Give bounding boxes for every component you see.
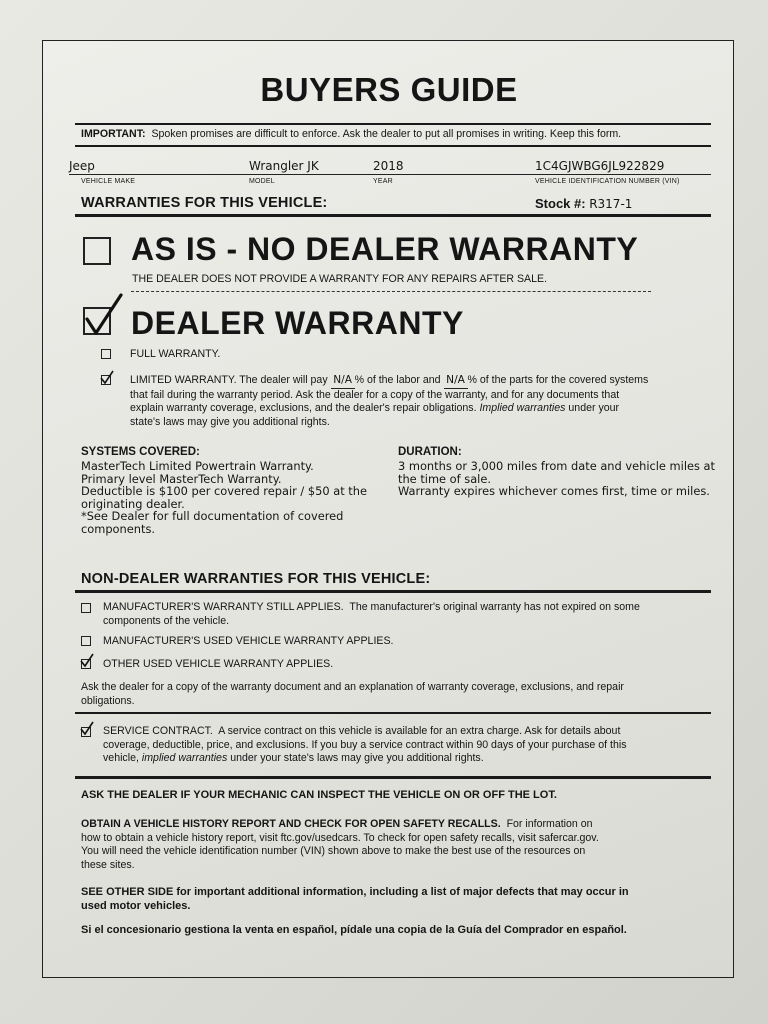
history-report-bold: OBTAIN A VEHICLE HISTORY REPORT AND CHECK FOR OPEN SAFETY RECALLS. bbox=[81, 818, 501, 830]
systems-line: MasterTech Limited Powertrain Warranty. bbox=[81, 459, 314, 473]
manufacturer-text-2: components of the vehicle. bbox=[103, 614, 230, 627]
as-is-title: AS IS - NO DEALER WARRANTY bbox=[131, 231, 639, 267]
limited-line-2: that fail during the warranty period. Ask the dealer for a copy of the warranty, and for any documents that bbox=[130, 388, 620, 401]
vin-label: VEHICLE IDENTIFICATION NUMBER (VIN) bbox=[535, 178, 680, 185]
divider bbox=[75, 145, 711, 147]
service-contract-line-3a: vehicle, bbox=[103, 752, 139, 764]
history-line-4: these sites. bbox=[81, 858, 135, 871]
history-report-text bbox=[81, 818, 711, 872]
mechanic-notice: ASK THE DEALER IF YOUR MECHANIC CAN INSPECT THE VEHICLE ON OR OFF THE LOT. bbox=[81, 789, 557, 801]
limited-warranty-text bbox=[130, 374, 710, 429]
see-other-line-1: SEE OTHER SIDE for important additional information, including a list of major defects that may occur in bbox=[81, 886, 629, 898]
vin-value: 1C4GJWBG6JL922829 bbox=[535, 159, 665, 173]
important-text: Spoken promises are difficult to enforce. Ask the dealer to put all promises in writing. Keep this form. bbox=[151, 128, 622, 140]
vehicle-model-value: Wrangler JK bbox=[249, 159, 319, 173]
used-warranty-checkbox[interactable] bbox=[81, 636, 91, 646]
limited-tail: % of the parts for the covered systems bbox=[467, 374, 649, 386]
full-warranty-label: FULL WARRANTY. bbox=[130, 348, 221, 360]
important-label: IMPORTANT: bbox=[81, 128, 146, 140]
checkmark-icon bbox=[79, 652, 95, 668]
buyers-guide-form bbox=[42, 40, 734, 978]
as-is-checkbox[interactable] bbox=[83, 237, 111, 265]
vehicle-year-value: 2018 bbox=[373, 159, 404, 173]
warranties-header: WARRANTIES FOR THIS VEHICLE: bbox=[81, 195, 328, 211]
vehicle-make-label: VEHICLE MAKE bbox=[81, 178, 136, 185]
systems-line: originating dealer. bbox=[81, 496, 185, 511]
manufacturer-label: MANUFACTURER'S WARRANTY STILL APPLIES. bbox=[103, 601, 344, 613]
stock-label: Stock #: bbox=[535, 196, 586, 211]
duration-line: the time of sale. bbox=[398, 471, 491, 486]
limited-line-4: state's laws may give you additional rights. bbox=[130, 415, 330, 428]
history-line-1: For information on bbox=[506, 818, 593, 830]
ask-dealer-line-1: Ask the dealer for a copy of the warranty document and an explanation of warranty coverage, exclusions, and repair bbox=[81, 681, 624, 693]
form-title: BUYERS GUIDE bbox=[260, 71, 518, 108]
history-line-3: You will need the vehicle identification number (VIN) shown above to make the best use of the resources on bbox=[81, 845, 586, 857]
full-warranty-checkbox[interactable] bbox=[101, 349, 111, 359]
parts-percent-field: N/A bbox=[444, 374, 468, 389]
vehicle-info-line bbox=[69, 174, 711, 175]
duration-label: DURATION: bbox=[398, 446, 462, 458]
other-warranty-label: OTHER USED VEHICLE WARRANTY APPLIES. bbox=[103, 658, 334, 670]
systems-line: Deductible is $100 per covered repair / $50 at the bbox=[81, 484, 367, 499]
service-contract-line-3b: under your state's laws may give you additional rights. bbox=[230, 752, 484, 764]
checkmark-icon bbox=[79, 720, 95, 736]
systems-line: *See Dealer for full documentation of covered bbox=[81, 509, 344, 524]
systems-covered-label: SYSTEMS COVERED: bbox=[81, 446, 200, 458]
divider bbox=[75, 712, 711, 714]
spanish-notice: Si el concesionario gestiona la venta en español, pídale una copia de la Guía del Comprador en español. bbox=[81, 924, 627, 936]
limited-mid: % of the labor and bbox=[354, 374, 441, 386]
labor-percent-field: N/A bbox=[331, 374, 355, 389]
limited-line-3: explain warranty coverage, exclusions, and the dealer's repair obligations. bbox=[130, 402, 477, 414]
systems-covered-text bbox=[81, 460, 391, 536]
dashed-separator bbox=[131, 291, 651, 292]
implied-warranties-text: implied warranties bbox=[141, 752, 228, 764]
duration-line: 3 months or 3,000 miles from date and vehicle miles at bbox=[398, 459, 715, 473]
important-notice bbox=[81, 128, 621, 140]
service-contract-line-1: A service contract on this vehicle is available for an extra charge. Ask for details about bbox=[218, 725, 621, 737]
ask-dealer-text bbox=[81, 681, 711, 708]
checkmark-icon bbox=[99, 369, 115, 385]
see-other-line-2: used motor vehicles. bbox=[81, 899, 191, 912]
vehicle-make-value: Jeep bbox=[69, 159, 95, 173]
duration-text bbox=[398, 460, 718, 498]
as-is-subtitle: THE DEALER DOES NOT PROVIDE A WARRANTY FOR ANY REPAIRS AFTER SALE. bbox=[132, 273, 548, 285]
manufacturer-warranty-text bbox=[103, 601, 713, 628]
history-line-2: how to obtain a vehicle history report, visit ftc.gov/usedcars. To check for open safety recalls, visit safercar.gov. bbox=[81, 831, 599, 844]
stock-number bbox=[535, 196, 632, 211]
see-other-side bbox=[81, 886, 721, 913]
systems-line: components. bbox=[81, 521, 155, 536]
divider bbox=[75, 123, 711, 125]
service-contract-lead: SERVICE CONTRACT. bbox=[103, 725, 213, 737]
service-contract-text bbox=[103, 725, 713, 766]
dealer-warranty-title: DEALER WARRANTY bbox=[131, 305, 464, 341]
manufacturer-warranty-checkbox[interactable] bbox=[81, 603, 91, 613]
vehicle-year-label: YEAR bbox=[373, 178, 393, 185]
stock-value: R317-1 bbox=[589, 197, 633, 211]
limited-line-3b: under your bbox=[568, 402, 620, 414]
used-warranty-label: MANUFACTURER'S USED VEHICLE WARRANTY APPLIES. bbox=[103, 635, 394, 647]
divider bbox=[75, 214, 711, 217]
manufacturer-text: The manufacturer's original warranty has not expired on some bbox=[349, 601, 640, 613]
duration-line: Warranty expires whichever comes first, time or miles. bbox=[398, 484, 710, 499]
systems-line: Primary level MasterTech Warranty. bbox=[81, 471, 282, 486]
implied-warranties-text: Implied warranties bbox=[479, 402, 566, 414]
divider bbox=[75, 776, 711, 779]
limited-lead: LIMITED WARRANTY. The dealer will pay bbox=[130, 374, 328, 386]
vehicle-model-label: MODEL bbox=[249, 178, 275, 185]
service-contract-line-2: coverage, deductible, price, and exclusions. If you buy a service contract within 90 days of your purchase of this bbox=[103, 738, 627, 751]
ask-dealer-line-2: obligations. bbox=[81, 694, 135, 707]
checkmark-icon bbox=[81, 291, 127, 339]
non-dealer-header: NON-DEALER WARRANTIES FOR THIS VEHICLE: bbox=[81, 571, 431, 587]
divider bbox=[75, 590, 711, 593]
